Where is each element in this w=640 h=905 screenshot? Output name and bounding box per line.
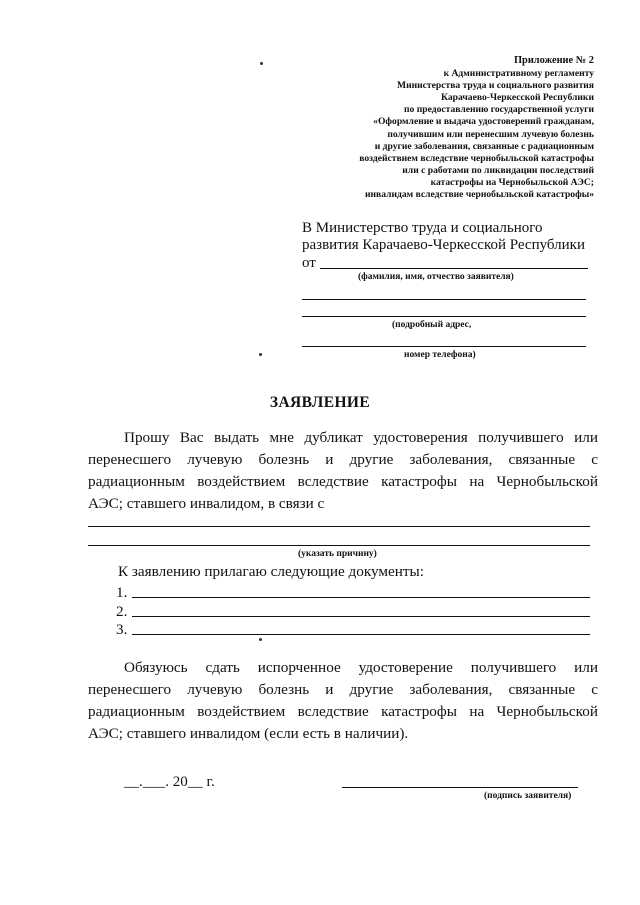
appendix-line: инвалидам вследствие чернобыльской катастрофы» [364, 189, 594, 201]
appendix-line: катастрофы на Чернобыльской АЭС; [430, 176, 594, 188]
fio-field[interactable] [320, 268, 588, 269]
document-field-3[interactable] [132, 634, 590, 635]
reason-caption: (указать причину) [298, 549, 377, 559]
address-caption: (подробный адрес, [392, 320, 472, 330]
document-item-number: 1. [116, 584, 128, 601]
request-line: радиационным воздействием вследствие катастрофы на Чернобыльской [88, 473, 598, 490]
appendix-line: к Административному регламенту [443, 68, 594, 80]
document-title: ЗАЯВЛЕНИЕ [269, 394, 371, 411]
reason-field-1[interactable] [88, 526, 590, 527]
appendix-line: и другие заболевания, связанные с радиационным [374, 140, 594, 152]
from-label: от [302, 255, 316, 271]
appendix-line: воздействием вследствие чернобыльской катастрофы [359, 152, 594, 164]
scan-speck [259, 353, 262, 356]
obligation-line: АЭС; ставшего инвалидом (если есть в наличии). [88, 725, 409, 742]
appendix-line: получившим или перенесшим лучевую болезнь [387, 128, 594, 140]
obligation-line: Обязуюсь сдать испорченное удостоверение получившего или [124, 659, 598, 676]
document-item-number: 2. [116, 603, 128, 620]
documents-intro: К заявлению прилагаю следующие документы: [118, 563, 424, 580]
document-item-number: 3. [116, 621, 128, 638]
signature-caption: (подпись заявителя) [484, 791, 572, 801]
phone-caption: номер телефона) [404, 350, 476, 360]
scan-speck [259, 638, 262, 641]
appendix-line: или с работами по ликвидации последствий [402, 164, 594, 176]
phone-field[interactable] [302, 346, 586, 347]
addressee-block [302, 220, 602, 254]
document-field-1[interactable] [132, 597, 590, 598]
appendix-line: Министерства труда и социального развития [397, 80, 594, 92]
addressee-line: развития Карачаево-Черкесской Республики [302, 237, 586, 253]
request-paragraph [88, 427, 598, 515]
date-field[interactable]: __.___. 20__ г. [124, 774, 215, 790]
appendix-header [300, 55, 594, 201]
request-line: перенесшего лучевую болезнь и другие заболевания, связанные с [88, 451, 598, 468]
appendix-line: Приложение № 2 [513, 55, 594, 66]
appendix-line: «Оформление и выдача удостоверений гражданам, [373, 116, 594, 128]
request-line: АЭС; ставшего инвалидом, в связи с [88, 495, 325, 512]
address-field-1[interactable] [302, 299, 586, 300]
appendix-line: Карачаево-Черкесской Республики [441, 92, 594, 104]
obligation-line: радиационным воздействием вследствие катастрофы на Чернобыльской [88, 703, 598, 720]
reason-field-2[interactable] [88, 545, 590, 546]
obligation-line: перенесшего лучевую болезнь и другие заболевания, связанные с [88, 681, 598, 698]
document-field-2[interactable] [132, 616, 590, 617]
address-field-2[interactable] [302, 316, 586, 317]
request-line: Прошу Вас выдать мне дубликат удостоверения получившего или [124, 429, 598, 446]
signature-field[interactable] [342, 787, 578, 788]
scan-speck [260, 62, 263, 65]
obligation-paragraph [88, 657, 598, 745]
appendix-line: по предоставлению государственной услуги [404, 104, 594, 116]
fio-caption: (фамилия, имя, отчество заявителя) [358, 272, 514, 282]
addressee-line: В Министерство труда и социального [302, 220, 543, 236]
